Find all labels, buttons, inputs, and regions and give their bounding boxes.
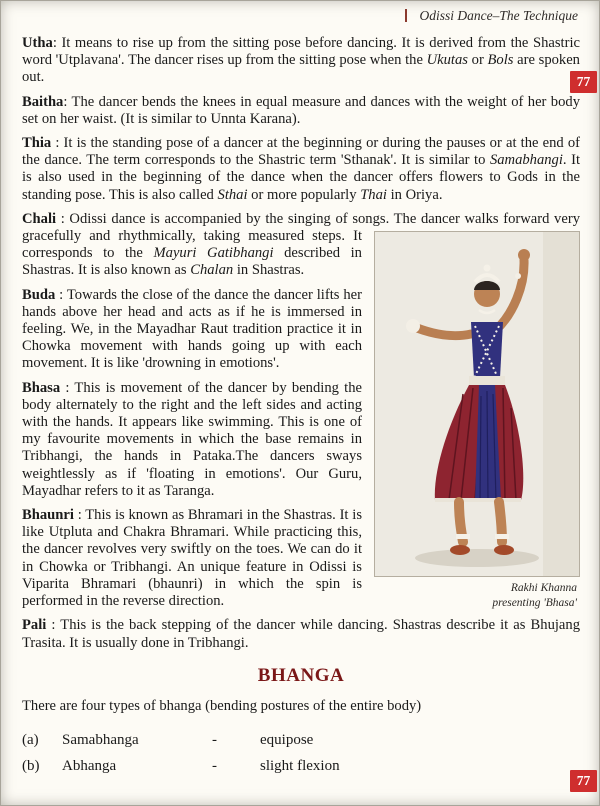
text-run: Thai (360, 186, 387, 203)
item-name: Samabhanga (62, 731, 139, 748)
item-description: slight flexion (260, 757, 340, 774)
text-run: in Shastras. (233, 262, 305, 279)
paragraph-utha (22, 35, 580, 87)
text-run: Chali (22, 210, 57, 227)
photo-caption-title: presenting 'Bhasa' (492, 596, 577, 609)
text-run: Samabhangi (489, 152, 563, 169)
text-run: are spoken out. (22, 52, 580, 86)
text-run: Ukutas (426, 52, 468, 69)
item-dash: - (212, 731, 217, 748)
text-run: Bols (487, 52, 514, 69)
text-run: Baitha (22, 93, 64, 110)
text-run: in Oriya. (386, 186, 443, 203)
running-title: Odissi Dance–The Technique (419, 8, 578, 23)
item-label: (b) (22, 757, 40, 774)
dancer-illustration (375, 232, 579, 576)
item-description: equipose (260, 731, 314, 748)
text-run: . It is also used in the beginning of the dance when the dancer offers flowers to Gods in the standing pose. This is also called (22, 152, 580, 203)
text-run: : This is movement of the dancer by bending the body alternately to the right and the left sides and acting with the hands. It appears like swimming. This is one of my favourite movements in which the base remains in Tribhangi, the hands in Pataka.The dancers sways weightlessly as if 'floating in emotions'. Our Guru, Mayadhar refers to it as Taranga. (22, 379, 362, 499)
text-run: Sthai (217, 186, 248, 203)
bhanga-item-a (22, 727, 580, 753)
section-heading: BHANGA (257, 664, 345, 686)
text-run: Mayuri Gatibhangi (153, 245, 274, 262)
page-header (22, 8, 580, 24)
text-run: described in Shastras. It is also known as (22, 245, 362, 279)
paragraph-baitha (22, 94, 580, 128)
paragraph-thia (22, 135, 580, 204)
section-intro: There are four types of bhanga (bending postures of the entire body) (22, 697, 422, 714)
text-run: : This is the back stepping of the dancer while dancing. Shastras describe it as Bhujang Trasita. It is usually done in Tribhangi. (22, 617, 580, 651)
page-number-badge-bottom: 77 (570, 770, 597, 792)
item-name: Abhanga (62, 757, 117, 774)
dancer-photo (374, 231, 580, 577)
bhanga-item-b (22, 753, 580, 779)
text-run: Bhaunri (22, 507, 74, 524)
item-dash: - (212, 757, 217, 774)
text-run: It corresponds to the (22, 228, 362, 262)
text-run: Buda (22, 286, 56, 303)
text-run: or (467, 52, 488, 69)
text-run: or more popularly (247, 186, 361, 203)
item-label: (a) (22, 731, 39, 748)
text-run: : This is known as Bhramari in the Shastras. It is like Utpluta and Chakra Bhramari. While practicing this, the dancer revolves very swiftly on the toes. We can do it in Chowka or Tribhangi. An unique feature in Odissi is Viparita Bhramari (bhaunri) in which the spin is performed in the reverse direction. (22, 507, 362, 610)
header-rule (405, 9, 407, 22)
photo-caption (374, 581, 580, 610)
paragraph-pali (22, 617, 580, 651)
text-run: : It is the standing pose of a dancer at the beginning or during the pauses or at the end of the dance. The term corresponds to the Shastric term 'Sthanak'. It is similar to (22, 135, 580, 169)
text-run: : Towards the close of the dance the dancer lifts her hands above her head and acts as if he is immersed in feeling. We, in the Mayadhar Raut tradition practice it in Chowka movement with hands going up with each movement. It is like 'drowning in emotions'. (22, 286, 362, 372)
text-run: Utha (22, 35, 53, 51)
text-run: Chalan (190, 262, 234, 279)
paragraphs (22, 35, 580, 652)
text-run: : It means to rise up from the sitting pose before dancing. It is derived from the Shastric word 'Utplavana'. The dancer rises up from the sitting pose when the (22, 35, 580, 69)
text-run: : Odissi dance is accompanied by the singing of songs. The dancer walks forward very gracefully and rhythmically, taking measured steps. (22, 210, 580, 245)
text-run: Thia (22, 135, 52, 152)
text-run: Bhasa (22, 379, 61, 396)
photo-figure (374, 231, 580, 610)
page-number-badge-top: 77 (570, 71, 597, 93)
photo-caption-name: Rakhi Khanna (510, 582, 577, 595)
text-run: Pali (22, 617, 47, 634)
text-run: : The dancer bends the knees in equal measure and dances with the weight of her body set on her waist. (It is similar to Unnta Karana). (22, 93, 580, 127)
